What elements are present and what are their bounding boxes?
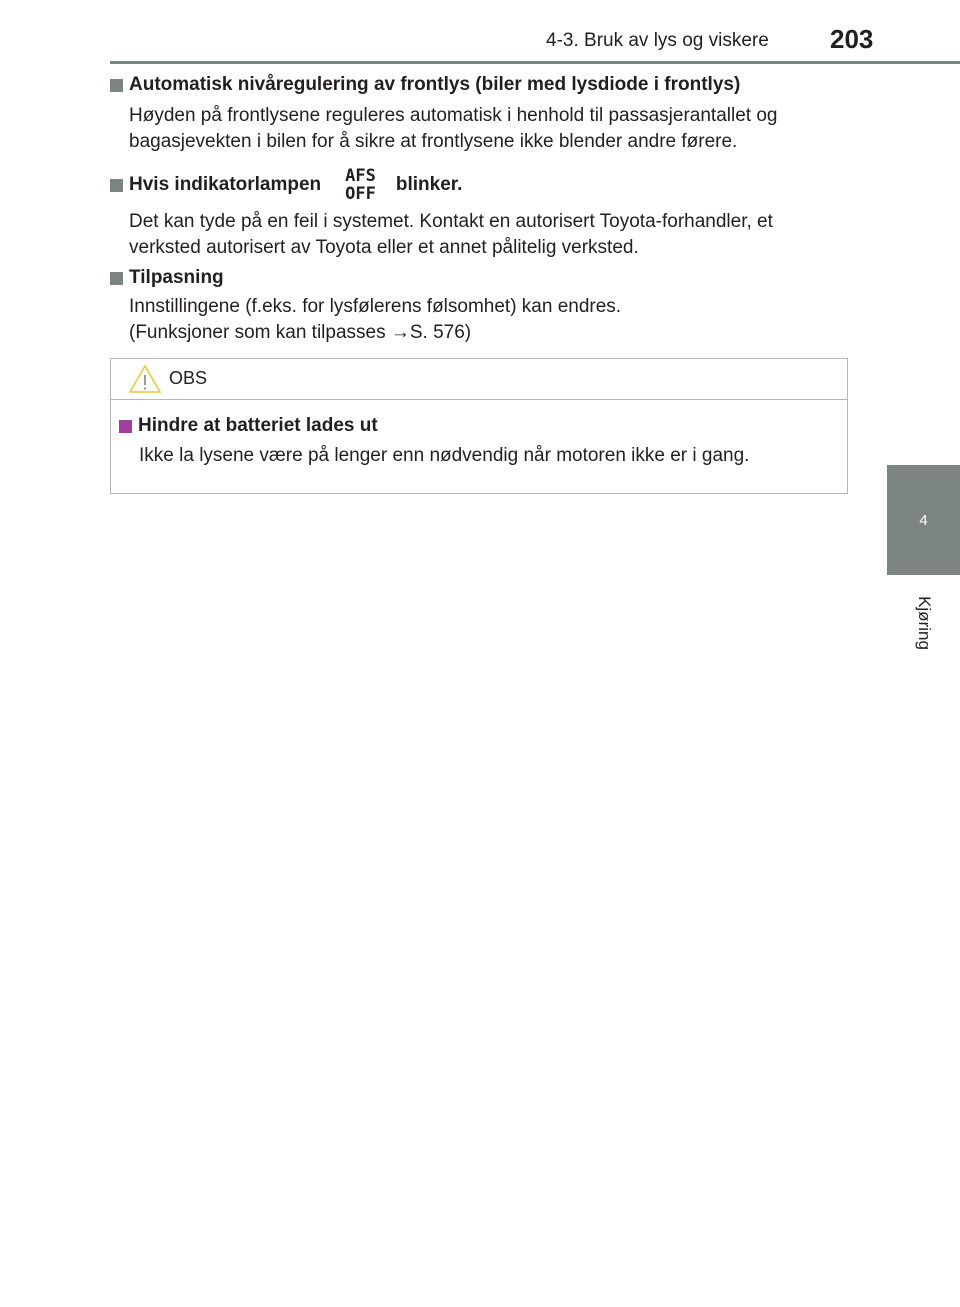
section-headlight-leveling bbox=[110, 72, 850, 155]
obs-header bbox=[111, 359, 847, 400]
body-line: Det kan tyde på en feil i systemet. Kontakt en autorisert Toyota-forhandler, et bbox=[129, 211, 773, 232]
body-line: Innstillingene (f.eks. for lysfølerens følsomhet) kan endres. bbox=[129, 296, 622, 317]
section-heading-text-after: blinker. bbox=[395, 174, 463, 195]
obs-heading-text: Hindre at batteriet lades ut bbox=[138, 415, 378, 436]
square-bullet-icon bbox=[119, 420, 132, 433]
body-line: verksted autorisert av Toyota eller et annet pålitelig verksted. bbox=[129, 237, 639, 258]
side-tab-label-text: Kjøring bbox=[914, 595, 934, 650]
square-bullet-icon bbox=[110, 272, 123, 285]
section-heading-text: Tilpasning bbox=[129, 267, 224, 288]
afs-icon-line1: AFS bbox=[345, 166, 376, 186]
obs-text: Ikke la lysene være på lenger enn nødvendig når motoren ikke er i gang. bbox=[139, 445, 750, 466]
chapter-title: 4-3. Bruk av lys og viskere bbox=[546, 30, 769, 51]
body-line: Høyden på frontlysene reguleres automatisk i henhold til passasjerantallet og bbox=[129, 105, 778, 126]
section-heading bbox=[110, 165, 850, 205]
side-tab-number bbox=[887, 465, 960, 575]
square-bullet-icon bbox=[110, 179, 123, 192]
page-number: 203 bbox=[830, 24, 874, 54]
header-rule bbox=[110, 61, 960, 64]
section-body bbox=[129, 103, 850, 155]
section-indicator-blinks bbox=[110, 165, 850, 261]
section-customization bbox=[110, 265, 850, 346]
section-body bbox=[129, 294, 850, 346]
section-heading bbox=[110, 265, 850, 291]
body-line: bagasjevekten i bilen for å sikre at frontlysene ikke blender andre førere. bbox=[129, 131, 738, 152]
obs-heading bbox=[119, 415, 378, 437]
afs-icon-line2: OFF bbox=[345, 184, 376, 204]
section-heading bbox=[110, 72, 850, 98]
section-heading-text-before: Hvis indikatorlampen bbox=[129, 174, 322, 195]
warning-triangle-icon bbox=[128, 364, 162, 394]
side-tab-label bbox=[887, 575, 960, 670]
section-body bbox=[129, 209, 850, 261]
side-tab-number-text: 4 bbox=[919, 511, 928, 529]
obs-title: OBS bbox=[169, 368, 208, 388]
obs-notice-box bbox=[110, 358, 848, 494]
square-bullet-icon bbox=[110, 79, 123, 92]
afs-off-indicator-icon bbox=[345, 167, 376, 203]
section-heading-text: Automatisk nivåregulering av frontlys (biler med lysdiode i frontlys) bbox=[129, 74, 741, 95]
body-line: (Funksjoner som kan tilpasses →S. 576) bbox=[129, 322, 472, 343]
